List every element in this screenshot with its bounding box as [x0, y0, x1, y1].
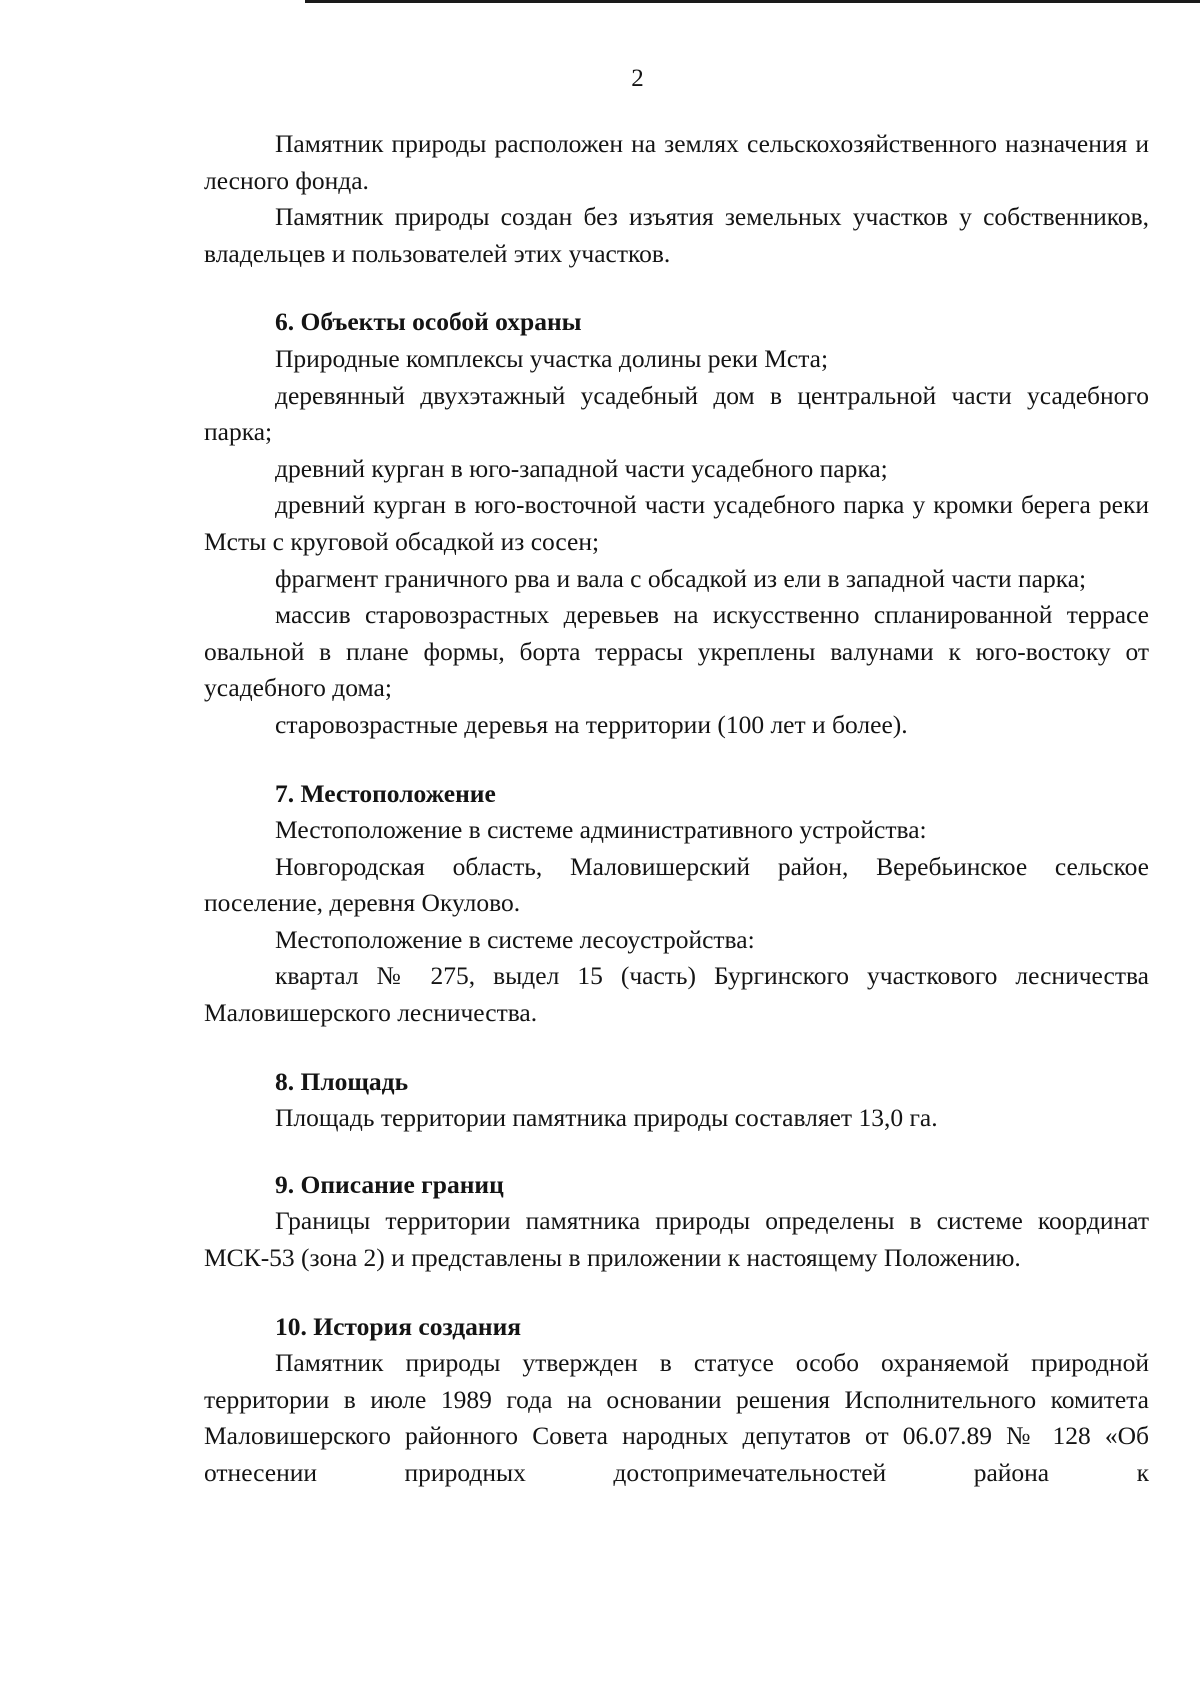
section6-paragraph: фрагмент граничного рва и вала с обсадкой из ели в западной части парка; — [275, 563, 1087, 593]
section7-paragraph: квартал № 275, выдел 15 (часть) Бургинского участкового лесничества Маловишерского лесничества. — [204, 961, 1149, 1028]
section10-paragraph: Памятник природы утвержден в статусе особо охраняемой природной территории в июле 1989 года на основании решения Исполнительного комитета Маловишерского районного Совета народных депутатов от 06.07.89 № 128 «Об отнесении природных достопримечательностей района к — [204, 1348, 1149, 1487]
section6-paragraph: древний курган в юго-западной части усадебного парка; — [275, 453, 888, 483]
intro-paragraph: Памятник природы создан без изъятия земельных участков у собственников, владельцев и пользователей этих участков. — [204, 202, 1149, 268]
section-heading-6: 6. Объекты особой охраны — [275, 307, 582, 337]
section9-paragraph: Границы территории памятника природы определены в системе координат МСК-53 (зона 2) и представлены в приложении к настоящему Положению. — [204, 1206, 1149, 1273]
scan-edge-line — [305, 0, 1200, 3]
section6-paragraph: Природные комплексы участка долины реки Мста; — [275, 343, 829, 373]
section-heading-9: 9. Описание границ — [275, 1169, 504, 1199]
section8-paragraph: Площадь территории памятника природы составляет 13,0 га. — [275, 1103, 938, 1133]
section6-paragraph: массив старовозрастных деревьев на искусственно спланированной террасе овальной в плане формы, борта террасы укреплены валунами к юго-востоку от усадебного дома; — [204, 600, 1149, 703]
section7-paragraph: Местоположение в системе административного устройства: — [275, 815, 927, 845]
section6-paragraph: древний курган в юго-восточной части усадебного парка у кромки берега реки Мсты с круговой обсадкой из сосен; — [204, 490, 1149, 556]
section6-paragraph: старовозрастные деревья на территории (100 лет и более). — [275, 709, 908, 739]
document-body — [204, 126, 1149, 1492]
section-heading-8: 8. Площадь — [275, 1066, 409, 1096]
page-number: 2 — [631, 65, 644, 92]
section-heading-7: 7. Местоположение — [275, 778, 496, 808]
intro-paragraph: Памятник природы расположен на землях сельскохозяйственного назначения и лесного фонда. — [204, 129, 1149, 195]
section-heading-10: 10. История создания — [275, 1311, 522, 1341]
section7-paragraph: Местоположение в системе лесоустройства: — [275, 924, 755, 954]
section6-paragraph: деревянный двухэтажный усадебный дом в центральной части усадебного парка; — [204, 380, 1149, 447]
section7-paragraph: Новгородская область, Маловишерский район, Веребьинское сельское поселение, деревня Окулово. — [204, 851, 1149, 918]
